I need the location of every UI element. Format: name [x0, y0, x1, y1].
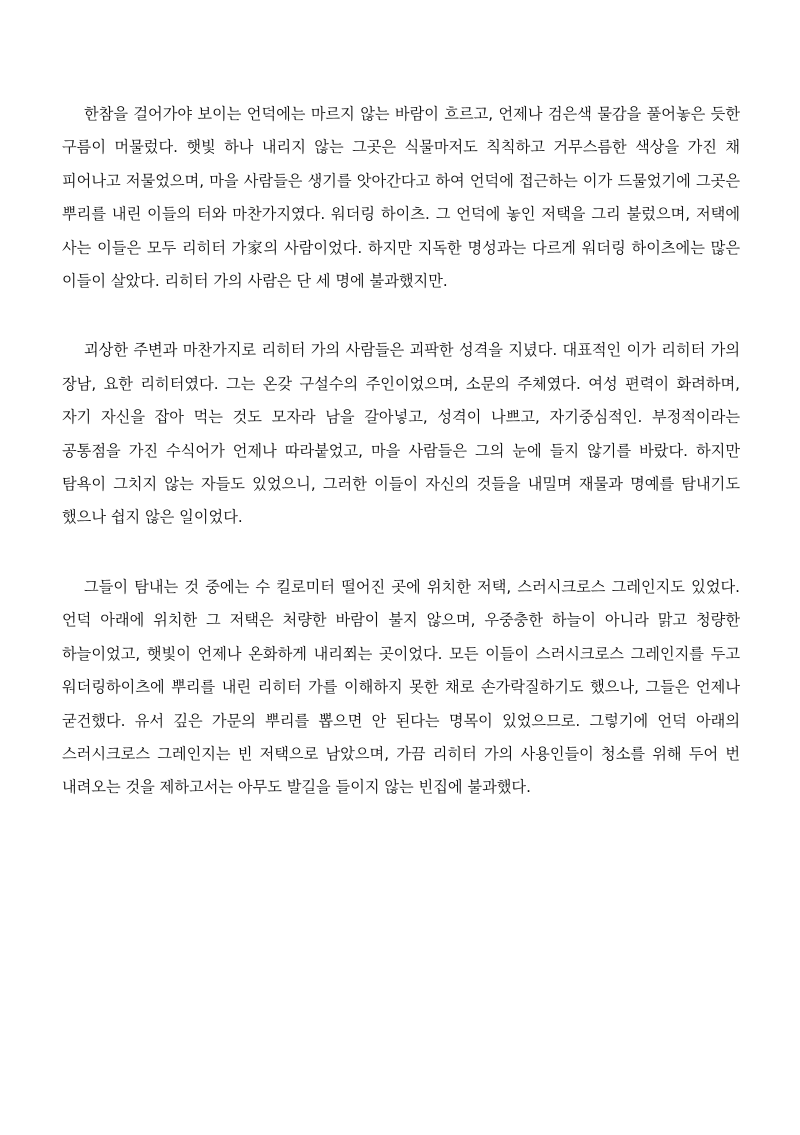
paragraph-2: 괴상한 주변과 마찬가지로 리히터 가의 사람들은 괴팍한 성격을 지녔다. 대표적인 이가 리히터 가의 장남, 요한 리히터였다. 그는 온갖 구설수의 주인이었으며, 소문의 주체였다. 여성 편력이 화려하며, 자기 자신을 잡아 먹는 것도 모자라 남을 갈아넣고, 성격이 나쁘고, 자기중심적인. 부정적이라는 공통점을 가진 수식어가 언제나 따라붙었고, 마을 사람들은 그의 눈에 들지 않기를 바랐다. 하지만 탐욕이 그치지 않는 자들도 있었으니, 그러한 이들이 자신의 것들을 내밀며 재물과 명예를 탐내기도 했으나 쉽지 않은 일이었다. — [62, 341, 740, 527]
paragraph-3: 그들이 탐내는 것 중에는 수 킬로미터 떨어진 곳에 위치한 저택, 스러시크로스 그레인지도 있었다. 언덕 아래에 위치한 그 저택은 처량한 바람이 불지 않으며, 우중충한 하늘이 아니라 맑고 청량한 하늘이었고, 햇빛이 언제나 온화하게 내리쬐는 곳이었다. 모든 이들이 스러시크로스 그레인지를 두고 워더링하이츠에 뿌리를 내린 리히터 가를 이해하지 못한 채로 손가락질하기도 했으나, 그들은 언제나 굳건했다. 유서 깊은 가문의 뿌리를 뽑으면 안 된다는 명목이 있었으므로. 그렇기에 언덕 아래의 스러시크로스 그레인지는 빈 저택으로 남았으며, 가끔 리히터 가의 사용인들이 청소를 위해 두어 번 내려오는 것을 제하고서는 아무도 발길을 들이지 않는 빈집에 불과했다. — [62, 577, 740, 797]
document-body — [62, 98, 740, 805]
paragraph-1: 한참을 걸어가야 보이는 언덕에는 마르지 않는 바람이 흐르고, 언제나 검은색 물감을 풀어놓은 듯한 구름이 머물렀다. 햇빛 하나 내리지 않는 그곳은 식물마저도 칙칙하고 거무스름한 색상을 가진 채 피어나고 저물었으며, 마을 사람들은 생기를 앗아간다고 하여 언덕에 접근하는 이가 드물었기에 그곳은 뿌리를 내린 이들의 터와 마찬가지였다. 워더링 하이츠. 그 언덕에 놓인 저택을 그리 불렀으며, 저택에 사는 이들은 모두 리히터 가家의 사람이었다. 하지만 지독한 명성과는 다르게 워더링 하이츠에는 많은 이들이 살았다. 리히터 가의 사람은 단 세 명에 불과했지만. — [62, 105, 740, 291]
